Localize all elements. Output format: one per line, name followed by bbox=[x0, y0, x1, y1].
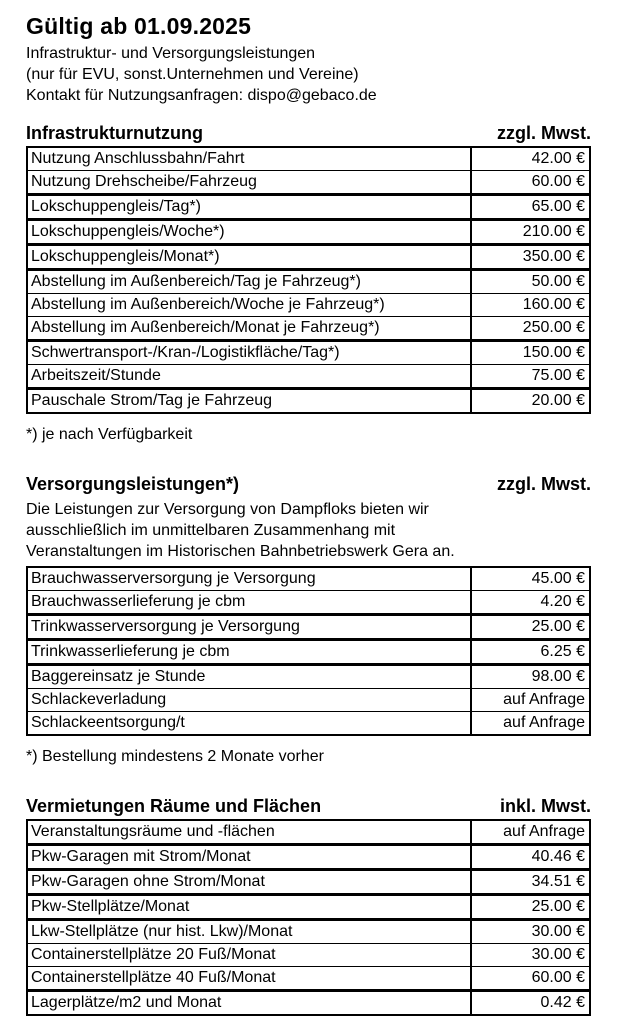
footnote-order-lead-time: *) Bestellung mindestens 2 Monate vorher bbox=[26, 748, 324, 765]
table-row bbox=[27, 920, 590, 944]
section-versorgungsleistungen bbox=[26, 473, 591, 767]
section-note bbox=[26, 499, 591, 562]
row-price: auf Anfrage bbox=[471, 712, 590, 736]
row-label: Schlackeverladung bbox=[27, 689, 471, 712]
row-label: Schlackeentsorgung/t bbox=[31, 714, 185, 731]
row-price: 40.46 € bbox=[471, 845, 590, 870]
table-row bbox=[27, 944, 590, 967]
row-price: 25.00 € bbox=[471, 615, 590, 640]
row-label: Lagerplätze/m2 und Monat bbox=[31, 994, 222, 1011]
row-price: 30.00 € bbox=[471, 920, 590, 944]
table-row bbox=[27, 341, 590, 365]
row-label: Nutzung Drehscheibe/Fahrzeug bbox=[27, 171, 471, 195]
header-contact-line: Kontakt für Nutzungsanfragen: dispo@gebaco.de bbox=[26, 87, 377, 104]
row-label: Containerstellplätze 40 Fuß/Monat bbox=[27, 967, 471, 991]
table-row bbox=[27, 245, 590, 270]
row-price: 250.00 € bbox=[471, 317, 590, 341]
table-row bbox=[27, 365, 590, 389]
table-row bbox=[27, 712, 590, 736]
row-label: Pkw-Garagen mit Strom/Monat bbox=[27, 845, 471, 870]
table-row bbox=[27, 820, 590, 845]
section-vermietungen bbox=[26, 795, 591, 1016]
row-label: Pauschale Strom/Tag je Fahrzeug bbox=[31, 392, 273, 409]
row-price: 50.00 € bbox=[471, 270, 590, 294]
vat-note: zzgl. Mwst. bbox=[497, 123, 591, 143]
infrastruktur-price-table bbox=[26, 146, 591, 414]
row-label: Containerstellplätze 20 Fuß/Monat bbox=[27, 944, 471, 967]
table-row bbox=[27, 147, 590, 171]
table-row bbox=[27, 567, 590, 591]
row-label: Abstellung im Außenbereich/Monat je Fahrzeug*) bbox=[27, 317, 471, 341]
row-price: auf Anfrage bbox=[471, 820, 590, 845]
row-label: Lokschuppengleis/Monat*) bbox=[27, 245, 471, 270]
row-price: 30.00 € bbox=[471, 944, 590, 967]
table-row bbox=[27, 171, 590, 195]
row-label: Schwertransport-/Kran-/Logistikfläche/Tag*) bbox=[27, 341, 471, 365]
row-price: 60.00 € bbox=[471, 171, 590, 195]
table-row bbox=[27, 294, 590, 317]
page-title: Gültig ab 01.09.2025 bbox=[26, 13, 252, 39]
section-title: Infrastrukturnutzung bbox=[26, 123, 203, 143]
row-label: Abstellung im Außenbereich/Tag je Fahrzeug*) bbox=[27, 270, 471, 294]
row-label: Trinkwasserversorgung je Versorgung bbox=[27, 615, 471, 640]
section-header-vermietungen bbox=[26, 795, 591, 817]
note-line-3: Veranstaltungen im Historischen Bahnbetriebswerk Gera an. bbox=[26, 543, 455, 560]
row-label: Brauchwasserversorgung je Versorgung bbox=[27, 567, 471, 591]
row-price: auf Anfrage bbox=[471, 689, 590, 712]
row-price: 60.00 € bbox=[471, 967, 590, 991]
table-row bbox=[27, 689, 590, 712]
row-label: Arbeitszeit/Stunde bbox=[27, 365, 471, 389]
table-row bbox=[27, 895, 590, 920]
row-price: 350.00 € bbox=[471, 245, 590, 270]
row-label: Lokschuppengleis/Woche*) bbox=[27, 220, 471, 245]
row-label: Brauchwasserlieferung je cbm bbox=[27, 591, 471, 615]
row-price: 65.00 € bbox=[471, 195, 590, 220]
row-price: 4.20 € bbox=[471, 591, 590, 615]
row-label: Pkw-Garagen ohne Strom/Monat bbox=[27, 870, 471, 895]
row-label: Lokschuppengleis/Tag*) bbox=[27, 195, 471, 220]
table-row bbox=[27, 389, 590, 414]
row-price: 34.51 € bbox=[471, 870, 590, 895]
row-label: Baggereinsatz je Stunde bbox=[27, 665, 471, 689]
row-price: 210.00 € bbox=[471, 220, 590, 245]
header-subtitle-line-1: Infrastruktur- und Versorgungsleistungen bbox=[26, 45, 316, 62]
table-row bbox=[27, 615, 590, 640]
row-price: 98.00 € bbox=[471, 665, 590, 689]
versorgung-price-table bbox=[26, 566, 591, 736]
row-label: Abstellung im Außenbereich/Woche je Fahrzeug*) bbox=[27, 294, 471, 317]
row-price: 0.42 € bbox=[471, 991, 590, 1016]
vermietung-price-table bbox=[26, 819, 591, 1016]
row-price: 45.00 € bbox=[471, 567, 590, 591]
row-price: 25.00 € bbox=[471, 895, 590, 920]
table-row bbox=[27, 845, 590, 870]
row-price: 20.00 € bbox=[471, 389, 590, 414]
note-line-2: ausschließlich im unmittelbaren Zusammenhang mit bbox=[26, 522, 396, 539]
section-header-infrastrukturnutzung bbox=[26, 122, 591, 144]
section-title: Vermietungen Räume und Flächen bbox=[26, 796, 322, 816]
row-price: 150.00 € bbox=[471, 341, 590, 365]
table-row bbox=[27, 870, 590, 895]
row-label: Lkw-Stellplätze (nur hist. Lkw)/Monat bbox=[27, 920, 471, 944]
row-label: Veranstaltungsräume und -flächen bbox=[27, 820, 471, 845]
row-price: 75.00 € bbox=[471, 365, 590, 389]
vat-note: inkl. Mwst. bbox=[499, 796, 591, 816]
table-row bbox=[27, 220, 590, 245]
table-row bbox=[27, 195, 590, 220]
table-row bbox=[27, 591, 590, 615]
table-row bbox=[27, 665, 590, 689]
section-header-versorgungsleistungen bbox=[26, 473, 591, 495]
table-row bbox=[27, 270, 590, 294]
row-label: Nutzung Anschlussbahn/Fahrt bbox=[27, 147, 471, 171]
table-row bbox=[27, 317, 590, 341]
table-row bbox=[27, 640, 590, 665]
row-price: 6.25 € bbox=[471, 640, 590, 665]
header-subtitle-line-2: (nur für EVU, sonst.Unternehmen und Vereine) bbox=[26, 66, 359, 83]
row-label: Trinkwasserlieferung je cbm bbox=[27, 640, 471, 665]
vat-note: zzgl. Mwst. bbox=[497, 474, 591, 494]
footnote-availability: *) je nach Verfügbarkeit bbox=[26, 426, 193, 443]
table-row bbox=[27, 991, 590, 1016]
row-price: 160.00 € bbox=[471, 294, 590, 317]
table-row bbox=[27, 967, 590, 991]
section-infrastrukturnutzung bbox=[26, 122, 591, 445]
row-price: 42.00 € bbox=[471, 147, 590, 171]
row-label: Pkw-Stellplätze/Monat bbox=[27, 895, 471, 920]
section-title: Versorgungsleistungen*) bbox=[26, 474, 240, 494]
note-line-1: Die Leistungen zur Versorgung von Dampfloks bieten wir bbox=[26, 501, 429, 518]
document-header bbox=[26, 12, 591, 106]
